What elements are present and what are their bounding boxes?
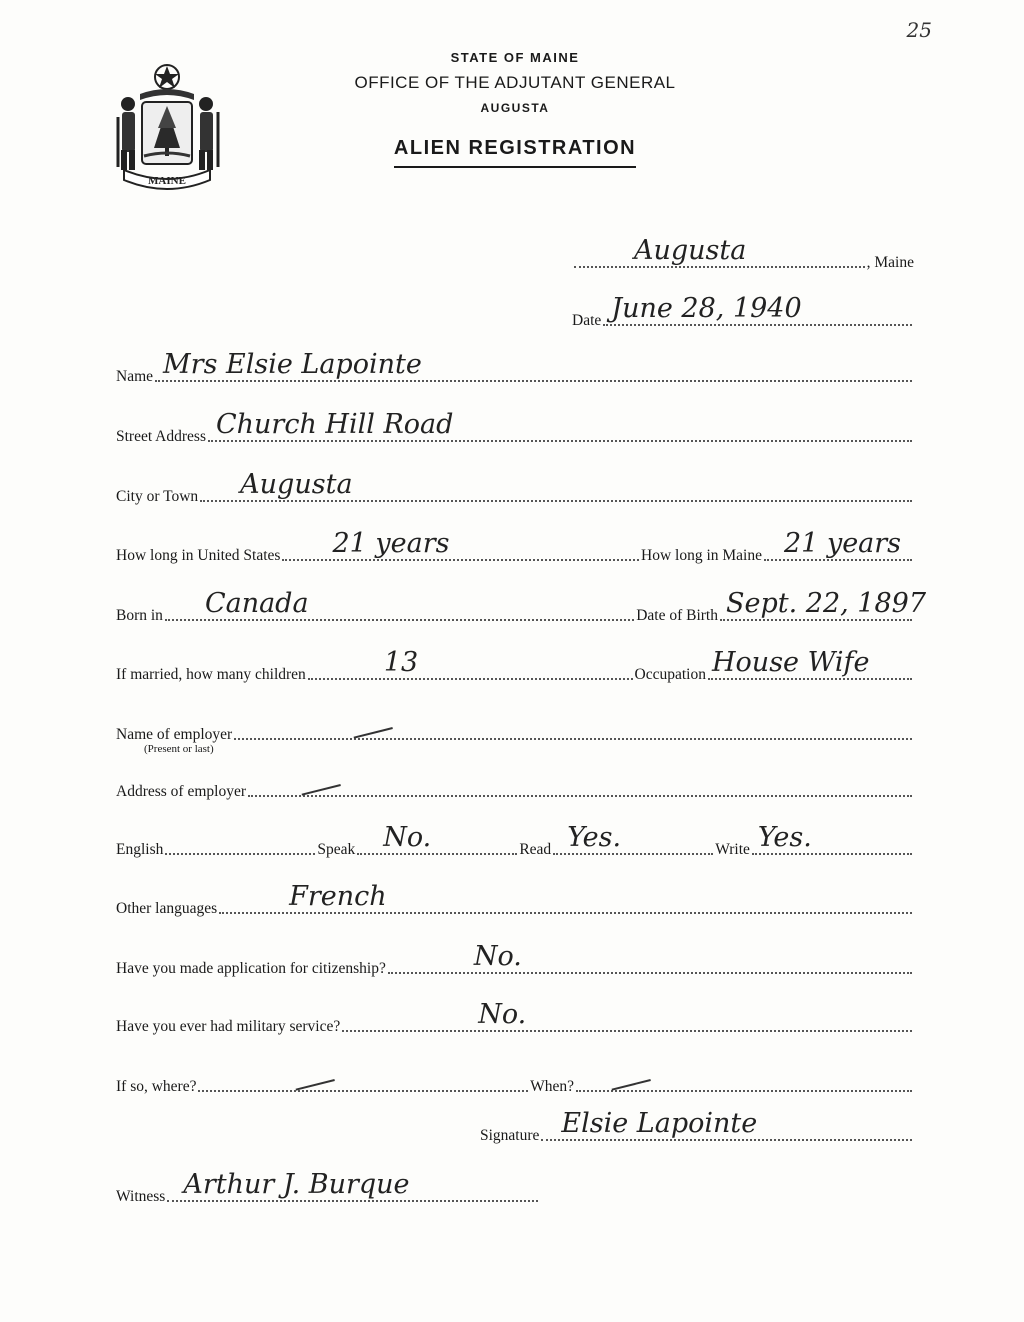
military-label: Have you ever had military service? xyxy=(116,1018,341,1035)
header-state: STATE OF MAINE xyxy=(450,50,580,65)
occupation-value: House Wife xyxy=(712,647,870,678)
maine-value: 21 years xyxy=(784,528,902,559)
dob-value: Sept. 22, 1897 xyxy=(726,588,927,619)
languages-value: French xyxy=(289,881,387,912)
employer-blank-mark xyxy=(351,717,393,738)
read-field xyxy=(553,822,713,855)
date-field xyxy=(603,293,912,326)
witness-value: Arthur J. Burque xyxy=(183,1169,410,1200)
military-value: No. xyxy=(478,999,527,1030)
languages-label: Other languages xyxy=(116,900,218,917)
date-value: June 28, 1940 xyxy=(611,293,802,324)
speak-field xyxy=(357,822,517,855)
city-field xyxy=(200,469,912,502)
us-field xyxy=(282,528,639,561)
dob-field xyxy=(720,588,927,621)
write-label: Write xyxy=(715,841,750,858)
signature-row xyxy=(480,1108,914,1147)
place-suffix: , Maine xyxy=(866,254,914,271)
children-value: 13 xyxy=(383,647,419,678)
languages-field xyxy=(219,881,912,914)
citizenship-row xyxy=(116,941,914,980)
birth-row xyxy=(116,588,927,627)
street-field xyxy=(208,409,912,442)
signature-field xyxy=(541,1108,912,1141)
when-label: When? xyxy=(530,1078,574,1095)
header-office: OFFICE OF THE ADJUTANT GENERAL xyxy=(354,73,676,92)
place-value: Augusta xyxy=(634,235,747,266)
write-value: Yes. xyxy=(757,822,812,853)
page-number: 25 xyxy=(906,18,932,42)
citizenship-value: No. xyxy=(473,941,522,972)
english-row xyxy=(116,822,914,861)
city-label: City or Town xyxy=(116,488,199,505)
when-blank-mark xyxy=(609,1069,651,1090)
place-row xyxy=(572,235,914,274)
employer-label xyxy=(116,726,233,755)
where-blank-mark xyxy=(294,1069,336,1090)
speak-value: No. xyxy=(383,822,432,853)
born-field xyxy=(165,588,634,621)
name-label: Name xyxy=(116,368,154,385)
residence-row xyxy=(116,528,914,567)
name-field xyxy=(155,349,912,382)
family-row xyxy=(116,647,914,686)
form-title: ALIEN REGISTRATION xyxy=(394,137,636,168)
form-header xyxy=(300,50,730,168)
employer-address-blank-mark xyxy=(299,774,341,795)
name-value: Mrs Elsie Lapointe xyxy=(163,349,422,380)
occupation-field xyxy=(708,647,912,680)
occupation-label: Occupation xyxy=(634,666,706,683)
signature-label: Signature xyxy=(480,1127,540,1144)
city-row xyxy=(116,469,914,508)
city-value: Augusta xyxy=(240,469,353,500)
read-value: Yes. xyxy=(567,822,622,853)
header-city: AUGUSTA xyxy=(480,101,550,115)
service-details-row xyxy=(116,1068,914,1098)
employer-label-text: Name of employer xyxy=(116,726,233,743)
date-label: Date xyxy=(572,312,602,329)
state-seal-icon xyxy=(110,62,225,192)
citizenship-field xyxy=(388,941,912,974)
speak-label: Speak xyxy=(317,841,356,858)
employer-address-row xyxy=(116,773,914,803)
born-value: Canada xyxy=(204,588,309,619)
employer-address-label: Address of employer xyxy=(116,783,246,800)
place-field xyxy=(574,235,865,268)
children-label: If married, how many children xyxy=(116,666,306,683)
seal-banner-text: MAINE xyxy=(148,175,186,187)
write-field xyxy=(752,822,912,855)
read-label: Read xyxy=(519,841,552,858)
witness-row xyxy=(116,1169,540,1208)
born-label: Born in xyxy=(116,607,163,624)
where-field xyxy=(198,1066,528,1092)
children-field xyxy=(308,647,633,680)
employer-address-field xyxy=(248,771,912,797)
dob-label: Date of Birth xyxy=(636,607,718,624)
signature-value: Elsie Lapointe xyxy=(561,1108,758,1139)
date-row xyxy=(572,293,914,332)
employer-row xyxy=(116,716,914,755)
where-label: If so, where? xyxy=(116,1078,197,1095)
military-field xyxy=(342,999,912,1032)
street-row xyxy=(116,409,914,448)
street-value: Church Hill Road xyxy=(215,409,454,440)
english-label: English xyxy=(116,841,164,858)
employer-sublabel: (Present or last) xyxy=(144,743,214,755)
us-label: How long in United States xyxy=(116,547,281,564)
name-row xyxy=(116,349,914,388)
military-row xyxy=(116,999,914,1038)
maine-label: How long in Maine xyxy=(641,547,762,564)
witness-label: Witness xyxy=(116,1188,166,1205)
witness-field xyxy=(167,1169,538,1202)
citizenship-label: Have you made application for citizenship? xyxy=(116,960,386,977)
us-value: 21 years xyxy=(332,528,450,559)
employer-field xyxy=(234,714,912,740)
english-spacer xyxy=(165,829,315,855)
street-label: Street Address xyxy=(116,428,206,445)
when-field xyxy=(576,1066,912,1092)
languages-row xyxy=(116,881,914,920)
maine-field xyxy=(764,528,912,561)
